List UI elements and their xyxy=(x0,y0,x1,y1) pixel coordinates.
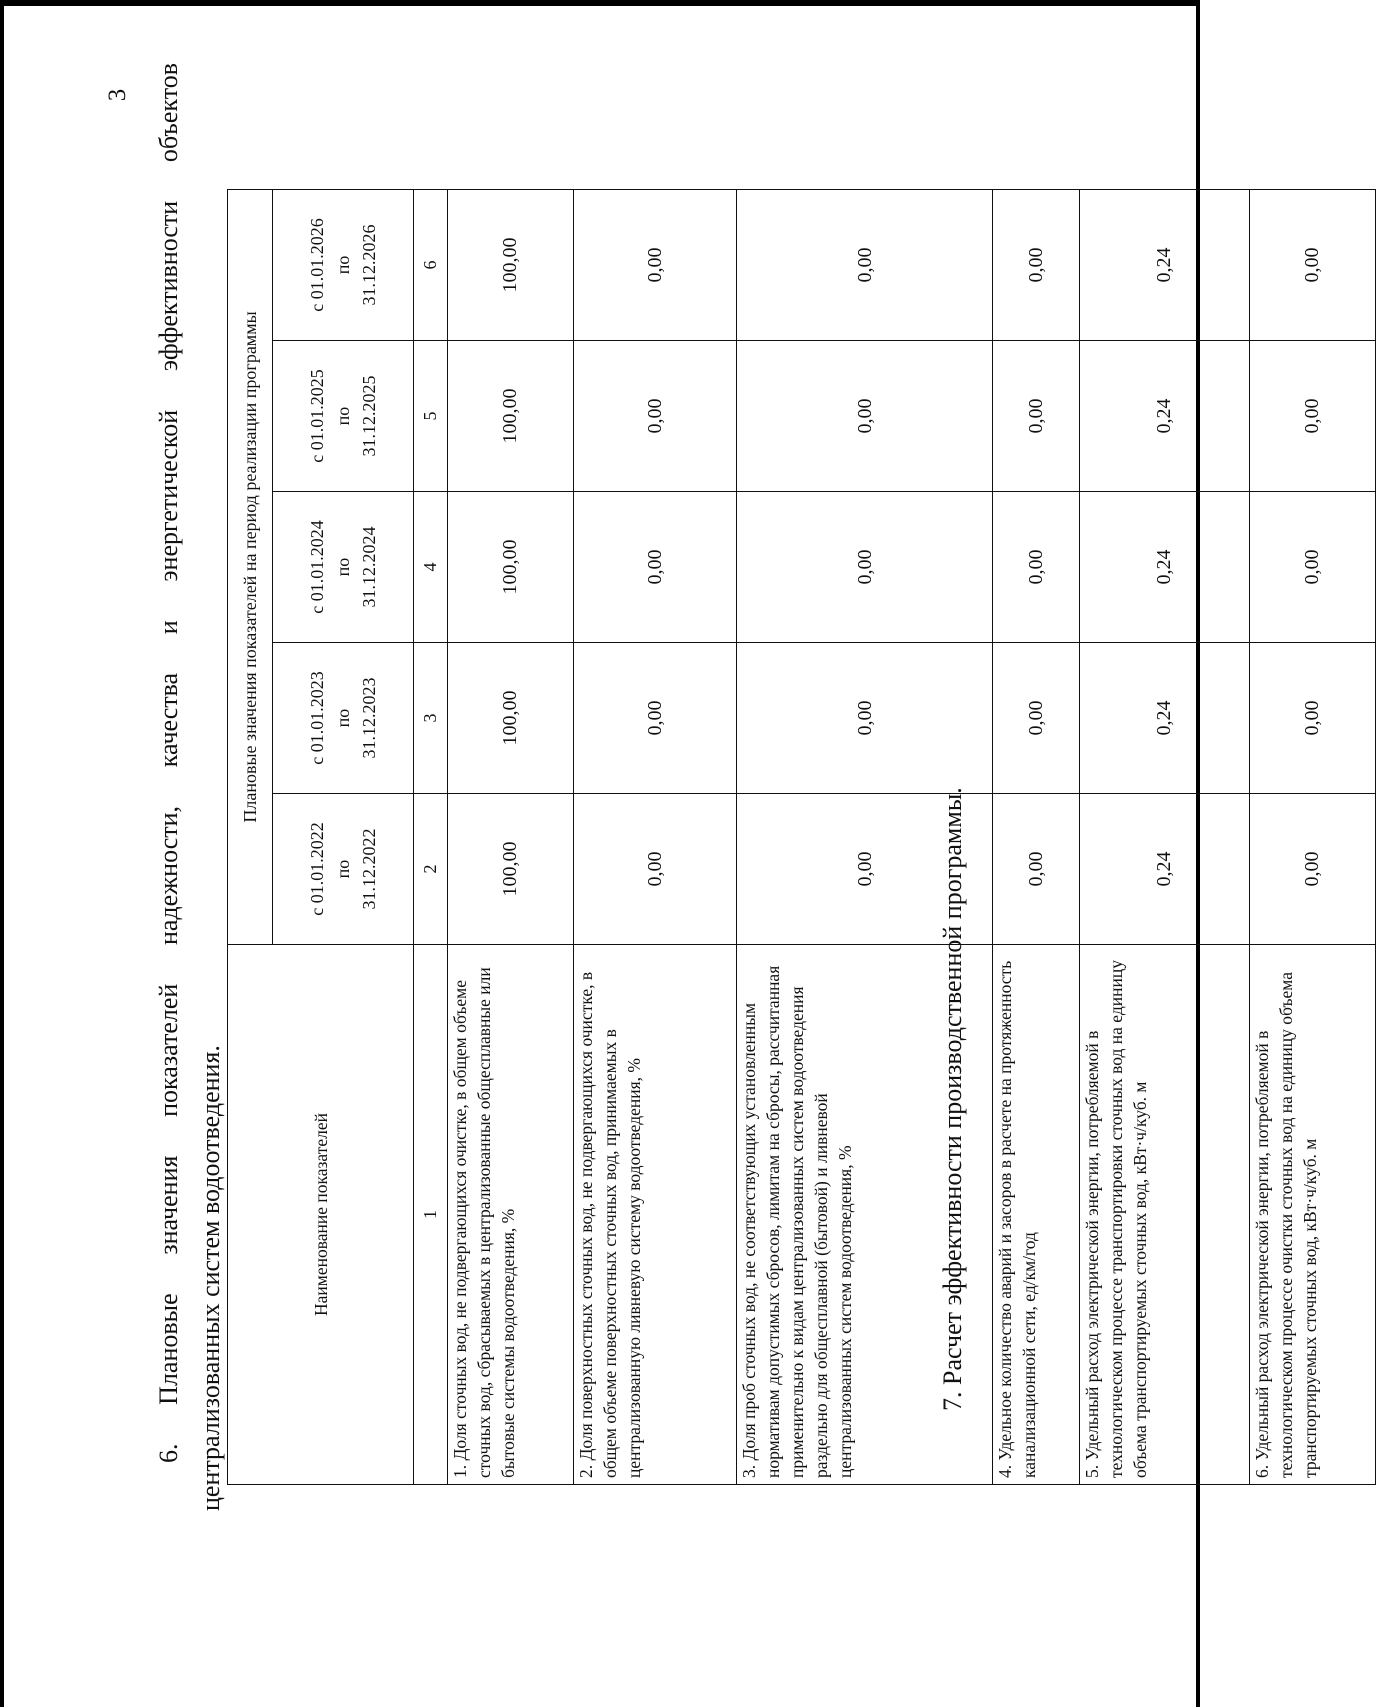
column-number: 2 xyxy=(414,794,447,945)
column-number: 1 xyxy=(414,945,447,1485)
indicators-table xyxy=(227,189,1376,1485)
indicator-value: 0,00 xyxy=(737,643,993,794)
header-plan-period: Плановые значения показателей на период реализации программы xyxy=(228,189,273,944)
section-6-heading-continuation: централизованных систем водоотведения. xyxy=(196,1045,225,1511)
indicator-value: 0,24 xyxy=(1079,492,1249,643)
indicator-value: 0,00 xyxy=(737,794,993,945)
indicator-value: 0,00 xyxy=(737,341,993,492)
indicator-value: 100,00 xyxy=(447,794,573,945)
indicator-value: 0,24 xyxy=(1079,794,1249,945)
header-period-2023: с 01.01.2023 по 31.12.2023 xyxy=(272,643,413,794)
header-period-2026: с 01.01.2026 по 31.12.2026 xyxy=(272,189,413,340)
indicator-value: 0,00 xyxy=(1249,794,1376,945)
indicator-value: 100,00 xyxy=(447,189,573,340)
table-header-row xyxy=(228,189,273,1484)
indicator-name: 2. Доля поверхностных сточных вод, не подвергающихся очистке, в общем объеме поверхностных сточных вод, принимаемых в централизованную ливневую систему водоотведения, % xyxy=(574,945,737,1485)
indicator-value: 0,00 xyxy=(993,794,1080,945)
indicator-value: 0,00 xyxy=(1249,643,1376,794)
header-period-2022: с 01.01.2022 по 31.12.2022 xyxy=(272,794,413,945)
indicator-value: 100,00 xyxy=(447,492,573,643)
indicator-value: 0,00 xyxy=(737,492,993,643)
table-row xyxy=(447,189,573,1484)
indicator-value: 0,24 xyxy=(1079,189,1249,340)
indicator-value: 0,00 xyxy=(574,341,737,492)
indicator-name: 6. Удельный расход электрической энергии, потребляемой в технологическом процессе очистки сточных вод на единицу объема транспортируемых сточных вод, кВт·ч/куб. м xyxy=(1249,945,1376,1485)
page-number: 3 xyxy=(104,88,131,102)
indicator-value: 0,24 xyxy=(1079,643,1249,794)
indicator-value: 0,00 xyxy=(993,189,1080,340)
indicator-value: 0,00 xyxy=(737,189,993,340)
section-7-heading: 7. Расчет эффективности производственной программы. xyxy=(938,787,967,1411)
indicator-value: 0,00 xyxy=(574,189,737,340)
indicator-name: 5. Удельный расход электрической энергии, потребляемой в технологическом процессе транспортировки сточных вод на единицу объема транспортируемых сточных вод, кВт·ч/куб. м xyxy=(1079,945,1249,1485)
header-period-2024: с 01.01.2024 по 31.12.2024 xyxy=(272,492,413,643)
indicator-value: 100,00 xyxy=(447,341,573,492)
table-row xyxy=(1079,189,1249,1484)
header-period-2025: с 01.01.2025 по 31.12.2025 xyxy=(272,341,413,492)
column-number: 3 xyxy=(414,643,447,794)
indicator-name: 1. Доля сточных вод, не подвергающихся очистке, в общем объеме сточных вод, сбрасываемых в централизованные общесплавные или бытовые системы водоотведения, % xyxy=(447,945,573,1485)
table-row xyxy=(993,189,1080,1484)
column-number-row xyxy=(414,189,447,1484)
indicator-value: 100,00 xyxy=(447,643,573,794)
indicator-value: 0,00 xyxy=(1249,189,1376,340)
indicator-value: 0,00 xyxy=(574,643,737,794)
column-number: 4 xyxy=(414,492,447,643)
table-row xyxy=(1249,189,1376,1484)
indicator-name: 3. Доля проб сточных вод, не соответствующих установленным нормативам допустимых сбросов, лимитам на сбросы, рассчитанная применительно к видам централизованных систем водоотведения раздельно для общесплавной (бытовой) и ливневой централизованных систем водоотведения, % xyxy=(737,945,993,1485)
indicator-value: 0,00 xyxy=(993,492,1080,643)
indicator-value: 0,00 xyxy=(993,341,1080,492)
header-indicator-name: Наименование показателей xyxy=(228,945,414,1485)
indicator-value: 0,00 xyxy=(993,643,1080,794)
indicator-name: 4. Удельное количество аварий и засоров в расчете на протяженность канализационной сети, ед/км/год xyxy=(993,945,1080,1485)
indicator-value: 0,00 xyxy=(1249,341,1376,492)
indicator-value: 0,00 xyxy=(574,492,737,643)
indicator-value: 0,00 xyxy=(1249,492,1376,643)
column-number: 5 xyxy=(414,341,447,492)
section-6-heading: 6. Плановые значения показателей надежности, качества и энергетической эффективности объектов xyxy=(154,63,183,1463)
indicator-value: 0,24 xyxy=(1079,341,1249,492)
table-row xyxy=(574,189,737,1484)
column-number: 6 xyxy=(414,189,447,340)
indicator-value: 0,00 xyxy=(574,794,737,945)
